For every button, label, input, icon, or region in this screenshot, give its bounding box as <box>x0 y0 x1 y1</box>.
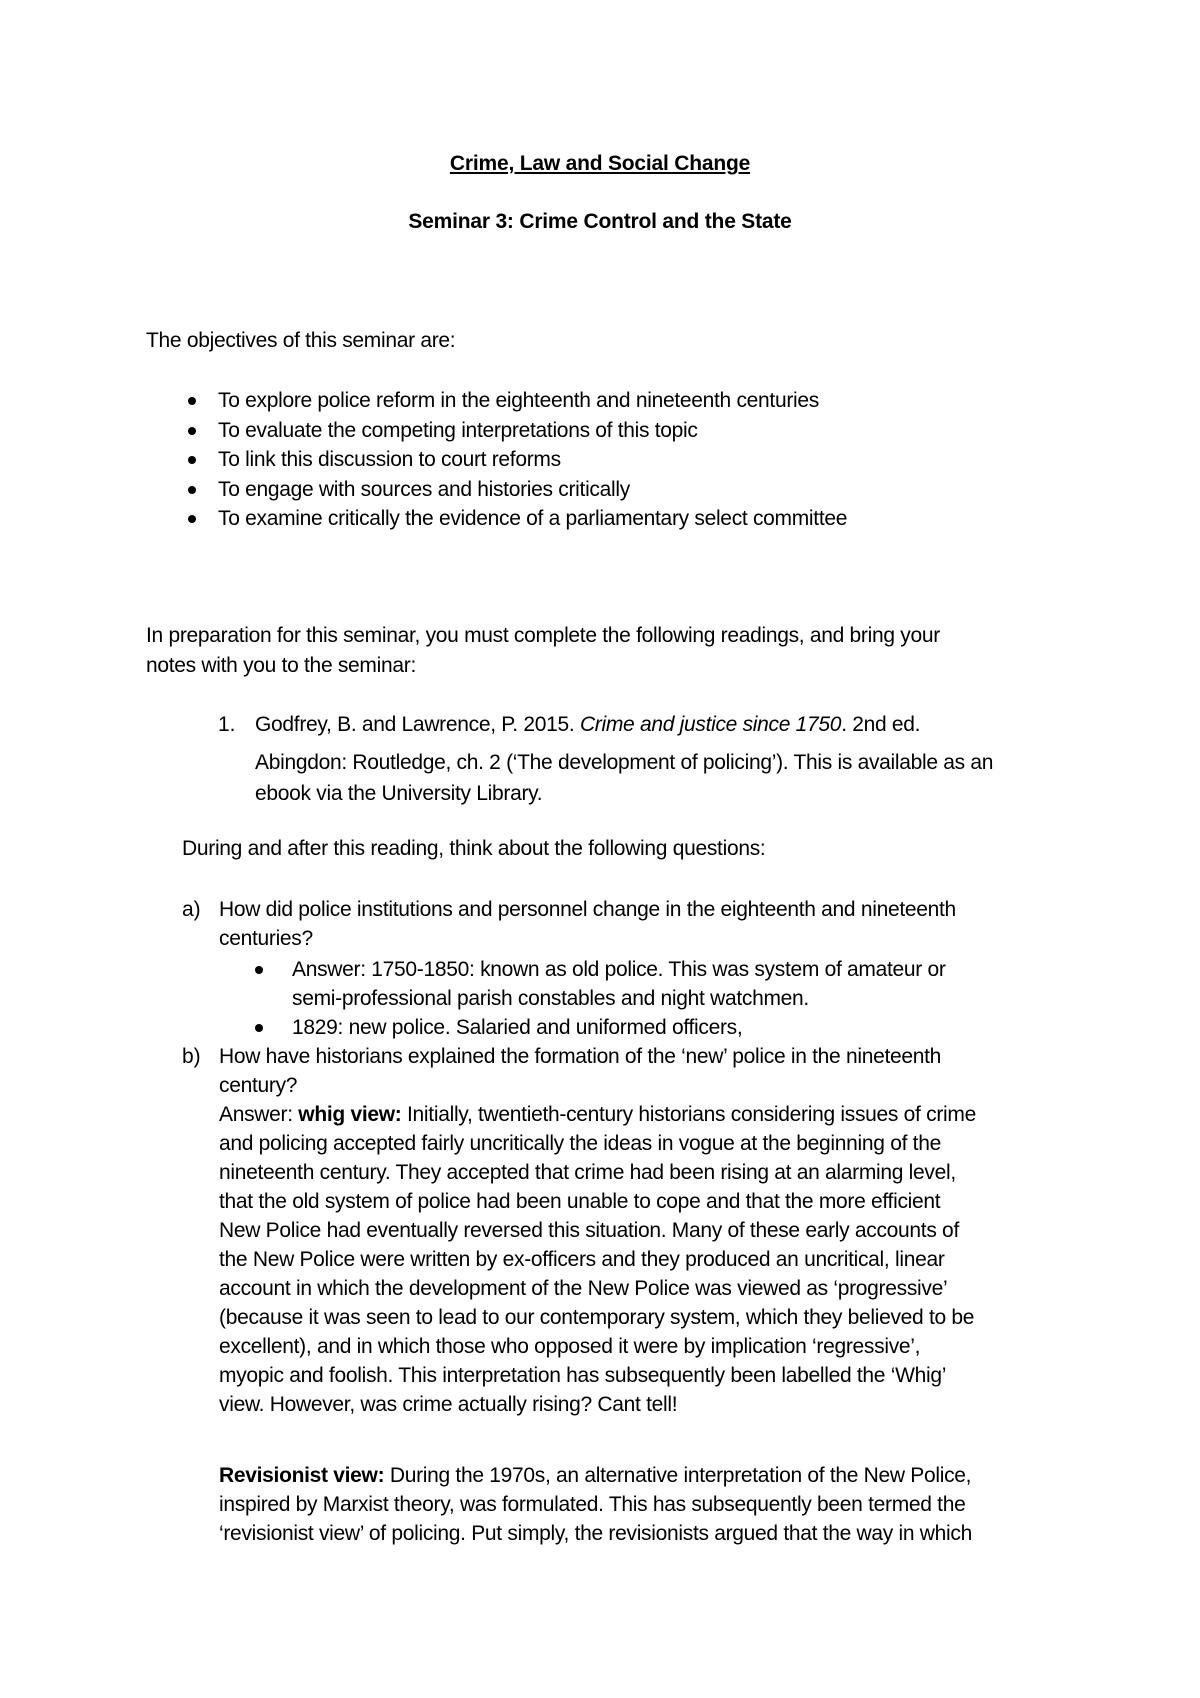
questions-intro: During and after this reading, think about the following questions: <box>182 837 766 860</box>
answer-b-line: that the old system of police had been unable to cope and that the more efficient <box>219 1190 941 1213</box>
bullet-icon <box>188 515 196 523</box>
reading-line-2: Abingdon: Routledge, ch. 2 (‘The development of policing’). This is available as an <box>255 751 994 774</box>
question-a-line-2: centuries? <box>219 927 313 950</box>
reading-number: 1. <box>218 713 236 736</box>
prep-line-1: In preparation for this seminar, you must complete the following readings, and bring your <box>146 624 940 647</box>
answer-b-line: the New Police were written by ex-officers and they produced an uncritical, linear <box>219 1248 945 1271</box>
document-title: Crime, Law and Social Change <box>449 152 751 175</box>
answer-a-1-line-2: semi-professional parish constables and night watchmen. <box>292 987 809 1010</box>
list-item: To examine critically the evidence of a parliamentary select committee <box>184 504 847 534</box>
list-item: To explore police reform in the eighteenth and nineteenth centuries <box>184 386 847 416</box>
answer-a-2-line-1: 1829: new police. Salaried and uniformed officers, <box>292 1016 743 1039</box>
answer-b-line: (because it was seen to lead to our contemporary system, which they believed to be <box>219 1306 975 1329</box>
question-a-line-1: How did police institutions and personnel change in the eighteenth and nineteenth <box>219 898 956 921</box>
prep-line-2: notes with you to the seminar: <box>146 654 416 677</box>
answer-b-line: myopic and foolish. This interpretation has subsequently been labelled the ‘Whig’ <box>219 1364 947 1387</box>
bullet-icon <box>188 456 196 464</box>
answer-b-first-line: Answer: whig view: Initially, twentieth-century historians considering issues of crime <box>219 1103 976 1126</box>
revisionist-line: ‘revisionist view’ of policing. Put simply, the revisionists argued that the way in which <box>219 1522 972 1545</box>
question-b-line-2: century? <box>219 1074 298 1097</box>
list-item: To link this discussion to court reforms <box>184 445 847 475</box>
answer-b-line: account in which the development of the New Police was viewed as ‘progressive’ <box>219 1277 948 1300</box>
answer-b-line: excellent), and in which those who opposed it were by implication ‘regressive’, <box>219 1335 921 1358</box>
revisionist-first-line: Revisionist view: During the 1970s, an alternative interpretation of the New Police, <box>219 1464 972 1487</box>
question-a-label: a) <box>182 898 201 921</box>
bullet-icon <box>255 1024 263 1032</box>
document-subtitle: Seminar 3: Crime Control and the State <box>408 210 792 233</box>
answer-b-line: and policing accepted fairly uncritically the ideas in vogue at the beginning of the <box>219 1132 941 1155</box>
answer-b-line: view. However, was crime actually rising? Cant tell! <box>219 1393 678 1416</box>
bullet-icon <box>188 486 196 494</box>
answer-b-line: New Police had eventually reversed this situation. Many of these early accounts of <box>219 1219 959 1242</box>
answer-a-1-line-1: Answer: 1750-1850: known as old police. This was system of amateur or <box>292 958 946 981</box>
question-b-label: b) <box>182 1045 201 1068</box>
bullet-icon <box>188 427 196 435</box>
objectives-intro: The objectives of this seminar are: <box>146 329 456 352</box>
list-item: To evaluate the competing interpretations of this topic <box>184 416 847 446</box>
objectives-list <box>184 386 847 534</box>
reading-line-3: ebook via the University Library. <box>255 782 543 805</box>
reading-line-1: Godfrey, B. and Lawrence, P. 2015. Crime and justice since 1750. 2nd ed. <box>255 713 921 736</box>
answer-b-line: nineteenth century. They accepted that crime had been rising at an alarming level, <box>219 1161 956 1184</box>
bullet-icon <box>255 966 263 974</box>
question-b-line-1: How have historians explained the formation of the ‘new’ police in the nineteenth <box>219 1045 942 1068</box>
list-item: To engage with sources and histories critically <box>184 475 847 505</box>
revisionist-line: inspired by Marxist theory, was formulated. This has subsequently been termed the <box>219 1493 966 1516</box>
bullet-icon <box>188 397 196 405</box>
